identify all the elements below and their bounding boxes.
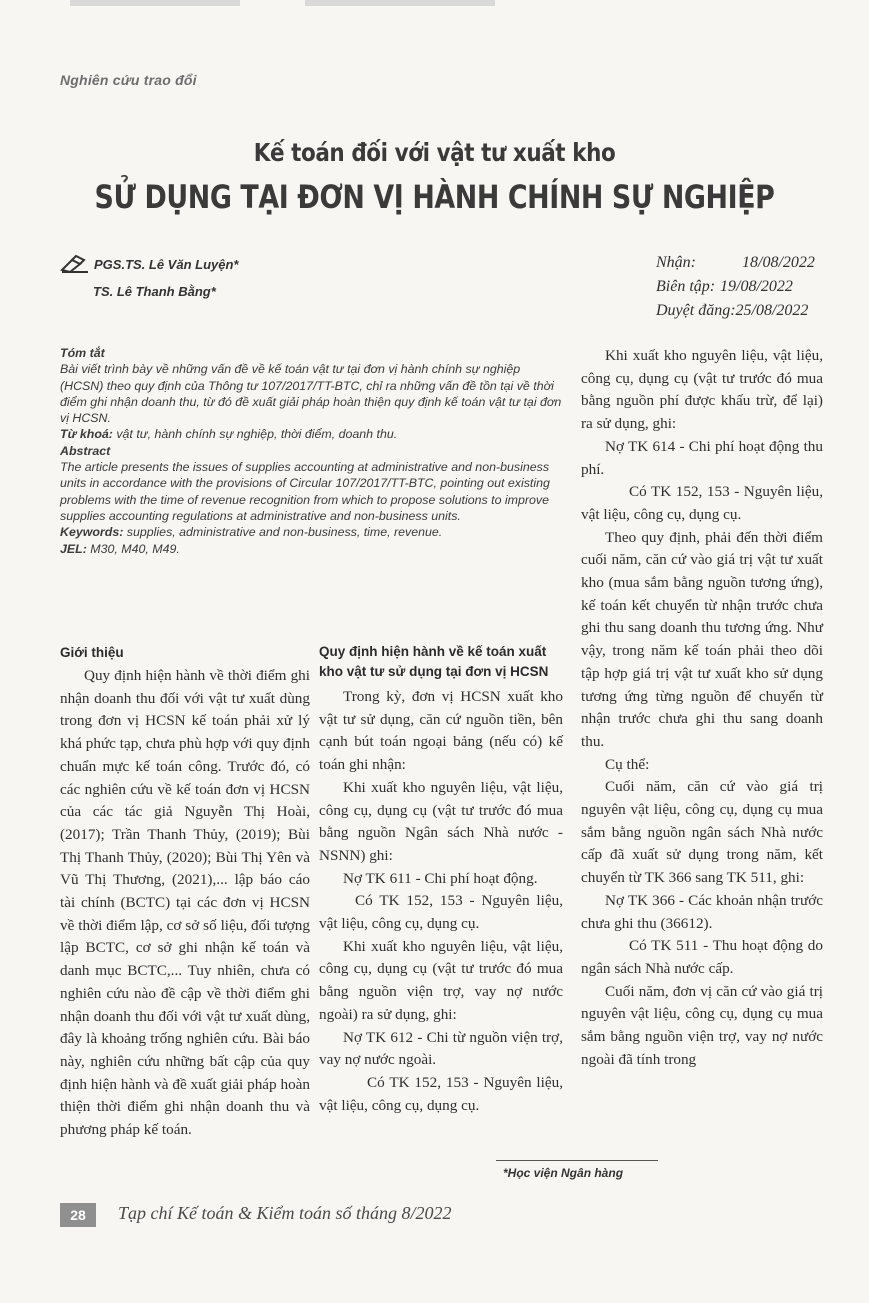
tukhoa-line xyxy=(60,426,565,442)
article-title-line2: SỬ DỤNG TẠI ĐƠN VỊ HÀNH CHÍNH SỰ NGHIỆP xyxy=(94,178,775,216)
journal-entry-credit: Có TK 511 - Thu hoạt động do ngân sách Nhà nước cấp. xyxy=(581,937,823,977)
jel-label: JEL: xyxy=(60,541,87,556)
section-heading-regulation: Quy định hiện hành về kế toán xuất kho vật tư sử dụng tại đơn vị HCSN xyxy=(319,644,549,679)
authors xyxy=(60,254,238,299)
paragraph: Cuối năm, đơn vị căn cứ vào giá trị nguyên vật liệu, công cụ, dụng cụ mua sắm bằng nguồn viện trợ, vay nợ nước ngoài đã tính trong xyxy=(581,982,823,1068)
intro-paragraph: Quy định hiện hành về thời điểm ghi nhận doanh thu đối với vật tư xuất dùng trong đơn vị HCSN kế toán phải xử lý khá phức tạp, chưa phù hợp với quy định chuẩn mực kế toán công. Trước đó, có các nghiên cứu về kế toán đơn vị HCSN của các tác giả Nguyễn Thị Hoài, (2017); Trần Thanh Thủy, (2019); Bùi Thị Thanh Thủy, (2020); Bùi Thị Yên và Vũ Thị Thương, (2021),... lập báo cáo tài chính (BCTC) tại các đơn vị HCSN về thời điểm lập, cơ sở số liệu, đối tượng lập BCTC, cơ sở ghi nhận kế toán và danh mục BCTC,... Tuy nhiên, chưa có nghiên cứu nào đề cập về thời điểm ghi nhận doanh thu đối với vật tư xuất dùng, đây là khoảng trống nghiên cứu. Bài báo này, nghiên cứu những bất cập của quy định hiện hành và đề xuất giải pháp hoàn thiện thời điểm ghi nhận doanh thu và phương pháp kế toán. xyxy=(60,667,310,1139)
paragraph: Theo quy định, phải đến thời điểm cuối năm, căn cứ vào giá trị vật tư xuất kho (mua sắm bằng nguồn tương ứng), kế toán kết chuyển từ nhận trước chưa ghi thu sang doanh thu tương ứng. Như vậy, trong năm kế toán phải theo dõi tập hợp giá trị vật tư xuất kho sử dụng tương ứng từng nguồn để chuyển từ nhận trước chưa ghi thu sang doanh thu. xyxy=(581,528,823,750)
edited-date: 19/08/2022 xyxy=(720,278,793,295)
paragraph: Trong kỳ, đơn vị HCSN xuất kho vật tư sử dụng, căn cứ nguồn tiền, bên cạnh bút toán ngoại bảng (nếu có) kế toán ghi nhận: xyxy=(319,688,563,774)
keywords-label: Keywords: xyxy=(60,525,124,540)
journal-entry-debit: Nợ TK 611 - Chi phí hoạt động. xyxy=(343,869,538,887)
abstract-block xyxy=(60,345,565,557)
author-2: TS. Lê Thanh Bằng* xyxy=(93,284,216,299)
journal-entry-debit: Nợ TK 614 - Chi phí hoạt động thu phí. xyxy=(581,437,823,478)
journal-entry-credit: Có TK 152, 153 - Nguyên liệu, vật liệu, công cụ, dụng cụ. xyxy=(581,483,823,523)
received-label: Nhận: xyxy=(656,254,696,271)
page-number: 28 xyxy=(60,1203,96,1227)
author-affiliation-footnote: *Học viện Ngân hàng xyxy=(503,1166,624,1180)
section-heading-intro: Giới thiệu xyxy=(60,645,124,660)
tomtat-heading: Tóm tắt xyxy=(60,346,105,360)
pen-icon xyxy=(60,254,90,274)
approved-date: 25/08/2022 xyxy=(735,302,809,319)
paragraph: Khi xuất kho nguyên liệu, vật liệu, công cụ, dụng cụ (vật tư trước đó mua bằng nguồn viện trợ, vay nợ nước ngoài) ra sử dụng, ghi: xyxy=(319,937,563,1023)
paragraph: Khi xuất kho nguyên liệu, vật liệu, công cụ, dụng cụ (vật tư trước đó mua bằng nguồn Ngân sách Nhà nước - NSNN) ghi: xyxy=(319,778,563,864)
journal-entry-debit: Nợ TK 612 - Chi từ nguồn viện trợ, vay nợ nước ngoài. xyxy=(319,1028,563,1069)
journal-entry-credit: Có TK 152, 153 - Nguyên liệu, vật liệu, công cụ, dụng cụ. xyxy=(319,1073,563,1114)
paragraph: Cụ thể: xyxy=(605,755,650,773)
paragraph: Cuối năm, căn cứ vào giá trị nguyên vật liệu, công cụ, dụng cụ mua sắm bằng nguồn ngân sách Nhà nước cấp đã xuất sử dụng trong năm, kết chuyển từ TK 366 sang TK 511, ghi: xyxy=(581,778,823,887)
article-dates xyxy=(656,254,815,326)
tomtat-text: Bài viết trình bày về những vấn đề về kế toán vật tư tại đơn vị hành chính sự nghiệp (HCSN) theo quy định của Thông tư 107/2017/TT-BTC, chỉ ra những vấn đề tồn tại về thời điểm ghi nhận doanh thu, từ đó đề xuất giải pháp hoàn thiện quy định kế toán vật tư tại đơn vị HCSN. xyxy=(60,362,562,426)
journal-name: Tạp chí Kế toán & Kiểm toán số tháng 8/2022 xyxy=(118,1203,452,1223)
received-date: 18/08/2022 xyxy=(742,254,815,271)
abstract-text: The article presents the issues of supplies accounting at administrative and non-business units in accordance with the provisions of Circular 107/2017/TT-BTC, pointing out existing problems with the time of revenue recognition from which to propose solutions to improve supplies accounting regulations at administrative and non-business units. xyxy=(60,460,550,523)
column-1 xyxy=(60,643,310,1142)
jel-text: M30, M40, M49. xyxy=(86,541,180,556)
tukhoa-label: Từ khoá: xyxy=(60,427,113,442)
column-2 xyxy=(319,642,563,1117)
keywords-text: supplies, administrative and non-business, time, revenue. xyxy=(123,525,443,540)
jel-line xyxy=(60,541,565,557)
top-decor-bar xyxy=(60,0,820,8)
section-tag: Nghiên cứu trao đổi xyxy=(60,72,197,88)
article-title-line1: Kế toán đối với vật tư xuất kho xyxy=(253,138,616,167)
abstract-heading: Abstract xyxy=(60,443,111,458)
edited-label: Biên tập: xyxy=(656,278,716,295)
keywords-line xyxy=(60,524,565,540)
journal-entry-debit: Nợ TK 366 - Các khoản nhận trước chưa ghi thu (36612). xyxy=(581,891,823,932)
paragraph: Khi xuất kho nguyên liệu, vật liệu, công cụ, dụng cụ (vật tư trước đó mua bằng nguồn phí được khấu trừ, để lại) ra sử dụng, ghi: xyxy=(581,347,823,433)
journal-entry-credit: Có TK 152, 153 - Nguyên liệu, vật liệu, công cụ, dụng cụ. xyxy=(319,892,563,933)
author-1: PGS.TS. Lê Văn Luyện* xyxy=(94,256,239,272)
approved-label: Duyệt đăng: xyxy=(656,302,736,319)
footnote-divider xyxy=(496,1160,658,1161)
tukhoa-text: vật tư, hành chính sự nghiệp, thời điểm, doanh thu. xyxy=(112,427,398,442)
column-3 xyxy=(581,345,823,1072)
